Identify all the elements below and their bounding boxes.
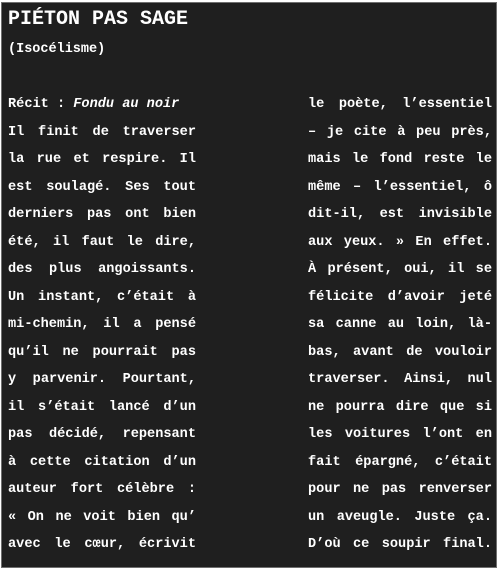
text-line: mi-chemin, il a pensé — [8, 317, 196, 332]
text-line: pour ne pas renverser — [308, 482, 492, 497]
text-line — [8, 95, 196, 123]
text-line: derniers pas ont bien — [8, 207, 196, 222]
text-line: à cette citation d’un — [8, 454, 196, 470]
text-line: traverser. Ainsi, nul — [308, 372, 492, 387]
text-line: il s’était lancé d’un — [8, 399, 196, 415]
recit-label: Récit : — [8, 97, 74, 112]
text-line: ne pourra dire que si — [308, 399, 492, 415]
text-line: bas, avant de vouloir — [308, 344, 492, 360]
text-line: D’où ce soupir final. — [308, 537, 492, 552]
text-line: même – l’essentiel, ô — [308, 179, 492, 195]
right-column — [308, 95, 492, 563]
left-column — [8, 95, 196, 563]
text-line: À présent, oui, il se — [308, 262, 492, 277]
page-title: PIÉTON PAS SAGE — [8, 8, 189, 31]
text-line: mais le fond reste le — [308, 152, 492, 167]
text-line: pas décidé, repensant — [8, 427, 196, 442]
text-line: les voitures l’ont en — [308, 427, 492, 442]
text-line: dit-il, est invisible — [308, 207, 492, 222]
text-line: avec le cœur, écrivit — [8, 537, 196, 552]
text-line: – je cite à peu près, — [308, 124, 492, 140]
text-line: félicite d’avoir jeté — [308, 289, 492, 305]
text-line: le poète, l’essentiel — [308, 97, 492, 112]
text-line: qu’il ne pourrait pas — [8, 344, 196, 360]
text-line: la rue et respire. Il — [8, 152, 196, 167]
recit-title: Fondu au noir — [73, 97, 180, 112]
text-line: est soulagé. Ses tout — [8, 179, 196, 195]
text-line: aux yeux. » En effet. — [308, 234, 492, 250]
text-line: Il finit de traverser — [8, 124, 196, 140]
text-panel — [1, 2, 497, 568]
text-line: des plus angoissants. — [8, 262, 196, 277]
text-line: sa canne au loin, là- — [308, 317, 492, 332]
text-line: été, il faut le dire, — [8, 234, 196, 250]
text-line: y parvenir. Pourtant, — [8, 372, 196, 387]
text-line: Un instant, c’était à — [8, 289, 196, 305]
page-subtitle: (Isocélisme) — [8, 42, 106, 57]
text-line: un aveugle. Juste ça. — [308, 509, 492, 525]
text-line: auteur fort célèbre : — [8, 482, 196, 497]
text-line: « On ne voit bien qu’ — [8, 509, 196, 525]
text-line: fait épargné, c’était — [308, 454, 492, 470]
